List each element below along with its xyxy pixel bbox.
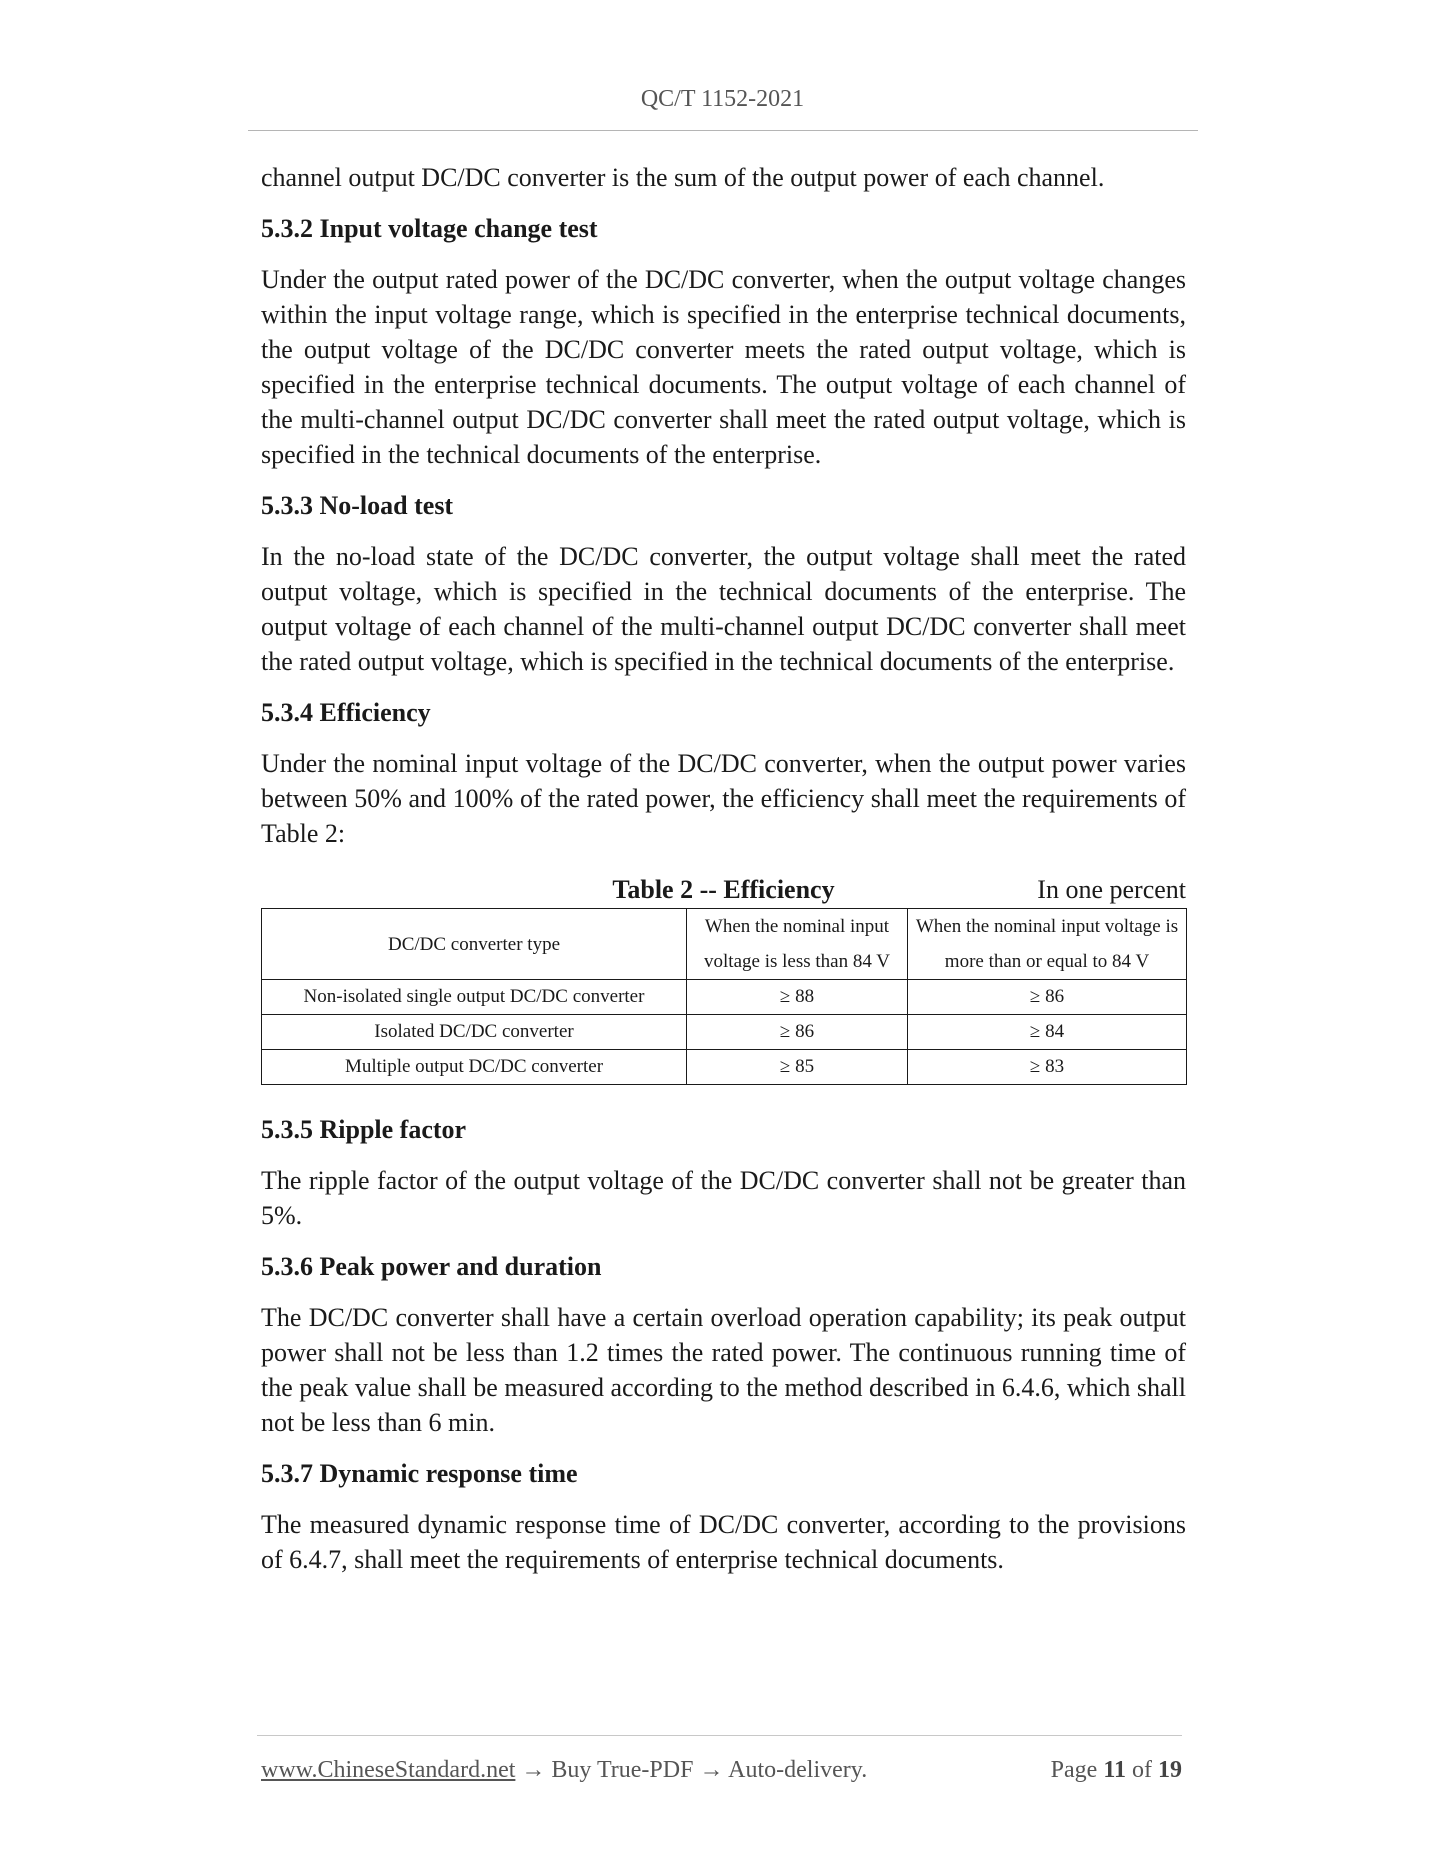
section-5-3-4-text: Under the nominal input voltage of the DC/DC converter, when the output power varies between 50% and 100% of the rated power, the efficiency shall meet the requirements of Table 2:	[261, 749, 1186, 848]
site-link[interactable]: www.ChineseStandard.net	[261, 1757, 516, 1783]
footer-divider	[257, 1735, 1182, 1736]
column-header-below-84v: When the nominal input voltage is less than 84 V	[687, 909, 908, 980]
table-cell: ≥ 84	[908, 1015, 1187, 1050]
page-footer	[261, 1752, 1182, 1788]
auto-delivery-text: Auto-delivery.	[728, 1757, 868, 1783]
buy-true-pdf-text: Buy True-PDF	[551, 1757, 694, 1783]
table-cell: Multiple output DC/DC converter	[262, 1050, 687, 1085]
page-label: Page	[1050, 1757, 1098, 1783]
section-5-3-6-text: The DC/DC converter shall have a certain overload operation capability; its peak output power shall not be less than 1.2 times the rated power. The continuous running time of the peak value shall be measured according to the method described in 6.4.6, which shall not be less than 6 min.	[261, 1303, 1186, 1437]
section-5-3-5-text: The ripple factor of the output voltage of the DC/DC converter shall not be greater than 5%.	[261, 1166, 1186, 1230]
page-indicator	[1051, 1752, 1182, 1788]
table-row	[262, 1050, 1187, 1085]
table-2-title: Table 2 -- Efficiency	[612, 875, 835, 904]
running-header: QC/T 1152-2021	[640, 86, 805, 112]
table-cell: ≥ 83	[908, 1050, 1187, 1085]
current-page-number: 11	[1103, 1757, 1126, 1783]
table-row	[262, 980, 1187, 1015]
arrow-icon: →	[699, 1757, 724, 1783]
section-5-3-2-heading: 5.3.2 Input voltage change test	[261, 214, 598, 243]
table-row	[262, 1015, 1187, 1050]
table-cell: Non-isolated single output DC/DC converter	[262, 980, 687, 1015]
section-5-3-7-heading: 5.3.7 Dynamic response time	[261, 1459, 578, 1488]
section-5-3-4-heading: 5.3.4 Efficiency	[261, 698, 431, 727]
section-5-3-3-heading: 5.3.3 No-load test	[261, 491, 454, 520]
of-label: of	[1132, 1757, 1152, 1783]
page-content	[261, 160, 1186, 1577]
table-2-caption	[261, 872, 1186, 907]
table-2-unit: In one percent	[1037, 875, 1186, 904]
column-header-type: DC/DC converter type	[262, 909, 687, 980]
table-cell: ≥ 88	[687, 980, 908, 1015]
column-header-84v-and-above: When the nominal input voltage is more than or equal to 84 V	[908, 909, 1187, 980]
continued-paragraph: channel output DC/DC converter is the sum of the output power of each channel.	[261, 163, 1105, 192]
table-cell: Isolated DC/DC converter	[262, 1015, 687, 1050]
section-5-3-6-heading: 5.3.6 Peak power and duration	[261, 1252, 602, 1281]
section-5-3-3-text: In the no-load state of the DC/DC converter, the output voltage shall meet the rated output voltage, which is specified in the technical documents of the enterprise. The output voltage of each channel of the multi-channel output DC/DC converter shall meet the rated output voltage, which is specified in the technical documents of the enterprise.	[261, 542, 1186, 676]
section-5-3-5-heading: 5.3.5 Ripple factor	[261, 1115, 467, 1144]
table-cell: ≥ 86	[908, 980, 1187, 1015]
footer-links	[261, 1752, 867, 1788]
efficiency-table	[261, 908, 1187, 1085]
arrow-icon: →	[521, 1757, 546, 1783]
section-5-3-7-text: The measured dynamic response time of DC/DC converter, according to the provisions of 6.4.7, shall meet the requirements of enterprise technical documents.	[261, 1510, 1186, 1574]
table-header-row	[262, 909, 1187, 980]
table-cell: ≥ 85	[687, 1050, 908, 1085]
total-pages-number: 19	[1158, 1757, 1182, 1783]
header-divider	[248, 130, 1198, 131]
section-5-3-2-text: Under the output rated power of the DC/DC converter, when the output voltage changes within the input voltage range, which is specified in the enterprise technical documents, the output voltage of the DC/DC converter meets the rated output voltage, which is specified in the enterprise technical documents. The output voltage of each channel of the multi-channel output DC/DC converter shall meet the rated output voltage, which is specified in the technical documents of the enterprise.	[261, 265, 1186, 469]
table-cell: ≥ 86	[687, 1015, 908, 1050]
